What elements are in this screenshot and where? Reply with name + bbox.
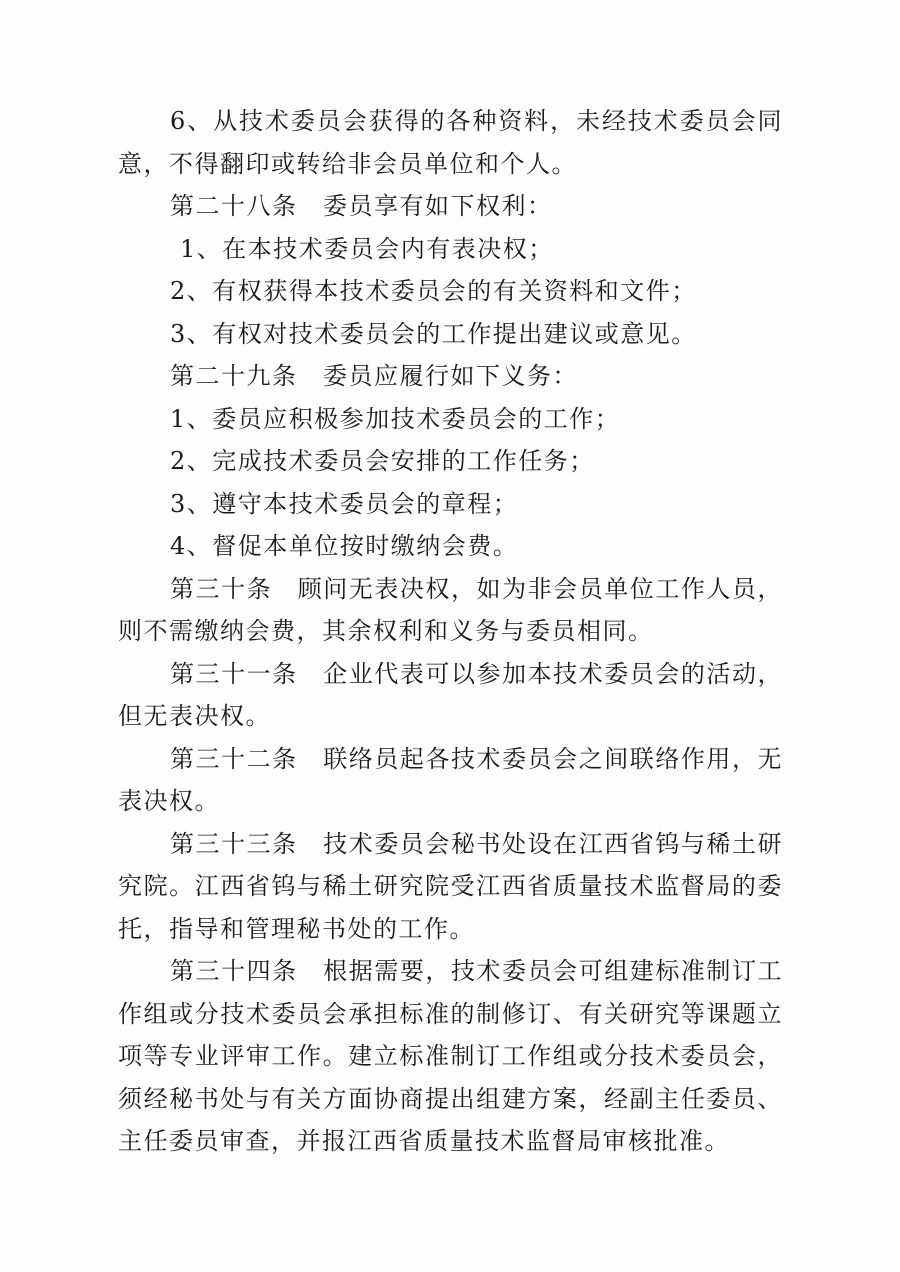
document-body [118, 100, 783, 1163]
paragraph-right-2: 2、有权获得本技术委员会的有关资料和文件； [170, 277, 697, 305]
paragraph-duty-1: 1、委员应积极参加技术委员会的工作； [170, 404, 621, 433]
paragraph-duty-2: 2、完成技术委员会安排的工作任务； [170, 447, 595, 475]
article-33: 第三十三条 技术委员会秘书处设在江西省钨与稀土研究院。江西省钨与稀土研究院受江西省质量技术监督局的委托，指导和管理秘书处的工作。 [118, 829, 783, 943]
article-34: 第三十四条 根据需要，技术委员会可组建标准制订工作组或分技术委员会承担标准的制修订、有关研究等课题立项等专业评审工作。建立标准制订工作组或分技术委员会，须经秘书处与有关方面协商提出组建方案，经副主任委员、主任委员审查，并报江西省质量技术监督局审核批准。 [118, 957, 783, 1155]
article-30: 第三十条 顾问无表决权，如为非会员单位工作人员，则不需缴纳会费，其余权利和义务与委员相同。 [118, 574, 783, 645]
paragraph-duty-4: 4、督促本单位按时缴纳会费。 [170, 532, 519, 560]
paragraph-duty-3: 3、遵守本技术委员会的章程； [170, 489, 519, 518]
article-29-heading: 第二十九条 委员应履行如下义务： [170, 362, 578, 390]
article-31: 第三十一条 企业代表可以参加本技术委员会的活动，但无表决权。 [118, 659, 783, 730]
article-32: 第三十二条 联络员起各技术委员会之间联络作用，无表决权。 [118, 744, 783, 815]
paragraph-right-3: 3、有权对技术委员会的工作提出建议或意见。 [170, 319, 697, 348]
paragraph-item-6: 6、从技术委员会获得的各种资料，未经技术委员会同意，不得翻印或转给非会员单位和个人。 [118, 107, 783, 178]
paragraph-right-1: 1、在本技术委员会内有表决权； [180, 234, 554, 263]
article-28-heading: 第二十八条 委员享有如下权利： [170, 192, 553, 220]
